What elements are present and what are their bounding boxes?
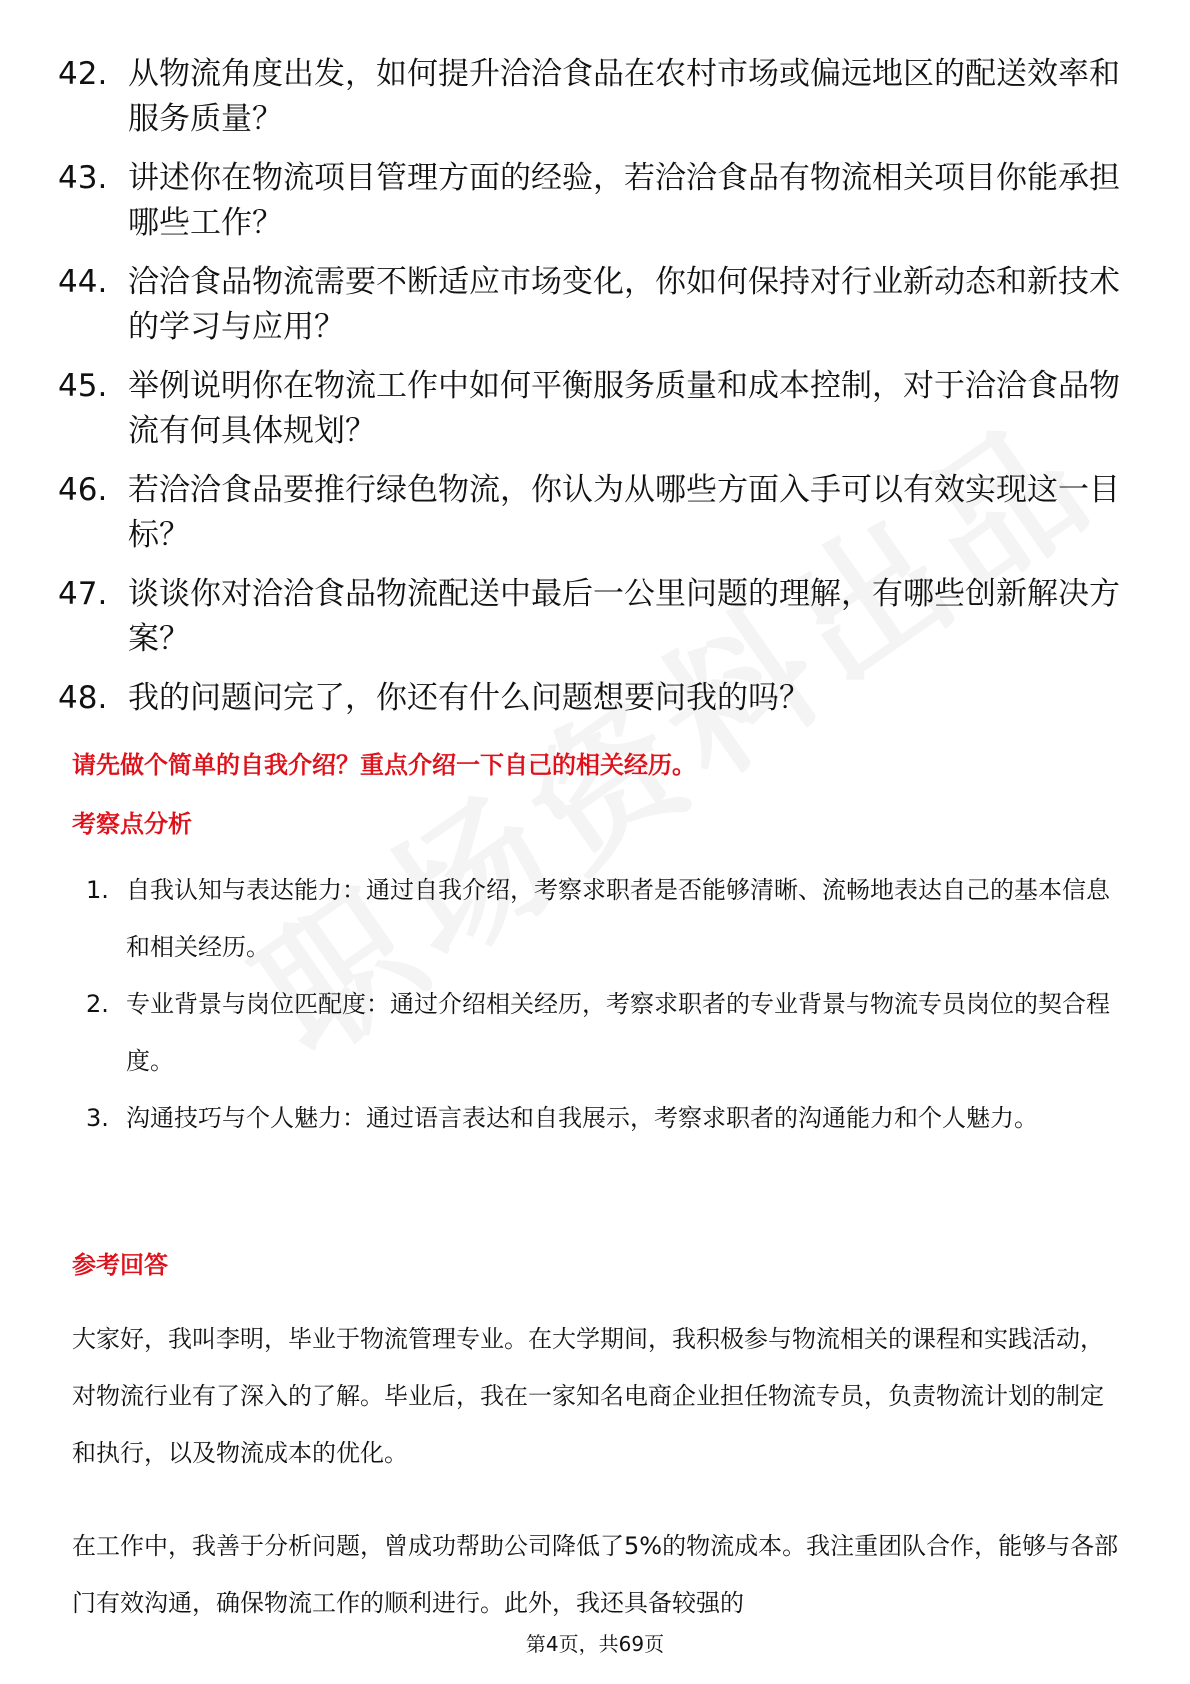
- question-number: 45.: [58, 368, 108, 404]
- answer-paragraph: 大家好，我叫李明，毕业于物流管理专业。在大学期间，我积极参与物流相关的课程和实践活动，对物流行业有了深入的了解。毕业后，我在一家知名电商企业担任物流专员，负责物流计划的制定和执行，以及物流成本的优化。: [72, 1325, 1104, 1467]
- analysis-point-number: 3.: [86, 1104, 109, 1132]
- analysis-point: [86, 862, 1126, 976]
- analysis-point-text: 自我认知与表达能力：通过自我介绍，考察求职者是否能够清晰、流畅地表达自己的基本信息和相关经历。: [126, 876, 1110, 961]
- question-number: 48.: [58, 680, 108, 716]
- question-text: 洽洽食品物流需要不断适应市场变化，你如何保持对行业新动态和新技术的学习与应用？: [128, 264, 1120, 345]
- intro-question: 请先做个简单的自我介绍？重点介绍一下自己的相关经历。: [72, 751, 696, 779]
- question-text: 从物流角度出发，如何提升洽洽食品在农村市场或偏远地区的配送效率和服务质量？: [128, 56, 1120, 137]
- question-number: 42.: [58, 56, 108, 92]
- analysis-point-text: 沟通技巧与个人魅力：通过语言表达和自我展示，考察求职者的沟通能力和个人魅力。: [126, 1104, 1038, 1132]
- analysis-point-number: 2.: [86, 990, 109, 1018]
- analysis-point: [86, 1090, 1126, 1147]
- question-item: [58, 364, 1138, 454]
- analysis-point: [86, 976, 1126, 1090]
- page-footer: 第4页，共69页: [525, 1632, 665, 1656]
- answer-heading: 参考回答: [72, 1251, 168, 1279]
- question-text: 我的问题问完了，你还有什么问题想要问我的吗？: [128, 680, 810, 716]
- question-text: 讲述你在物流项目管理方面的经验，若洽洽食品有物流相关项目你能承担哪些工作？: [128, 160, 1120, 241]
- question-item: [58, 260, 1138, 350]
- question-item: [58, 676, 1138, 721]
- question-number: 43.: [58, 160, 108, 196]
- question-text: 若洽洽食品要推行绿色物流，你认为从哪些方面入手可以有效实现这一目标？: [128, 472, 1120, 553]
- question-item: [58, 156, 1138, 246]
- question-number: 44.: [58, 264, 108, 300]
- analysis-point-number: 1.: [86, 876, 109, 904]
- question-item: [58, 572, 1138, 662]
- analysis-point-text: 专业背景与岗位匹配度：通过介绍相关经历，考察求职者的专业背景与物流专员岗位的契合程度。: [126, 990, 1110, 1075]
- question-item: [58, 468, 1138, 558]
- question-list: [58, 52, 1138, 735]
- question-text: 谈谈你对洽洽食品物流配送中最后一公里问题的理解，有哪些创新解决方案？: [128, 576, 1120, 657]
- question-text: 举例说明你在物流工作中如何平衡服务质量和成本控制，对于洽洽食品物流有何具体规划？: [128, 368, 1120, 449]
- question-item: [58, 52, 1138, 142]
- question-number: 46.: [58, 472, 108, 508]
- question-number: 47.: [58, 576, 108, 612]
- analysis-heading: 考察点分析: [72, 810, 192, 838]
- answer-paragraph: 在工作中，我善于分析问题，曾成功帮助公司降低了5%的物流成本。我注重团队合作，能够与各部门有效沟通，确保物流工作的顺利进行。此外，我还具备较强的: [72, 1532, 1119, 1617]
- analysis-point-list: [86, 862, 1126, 1147]
